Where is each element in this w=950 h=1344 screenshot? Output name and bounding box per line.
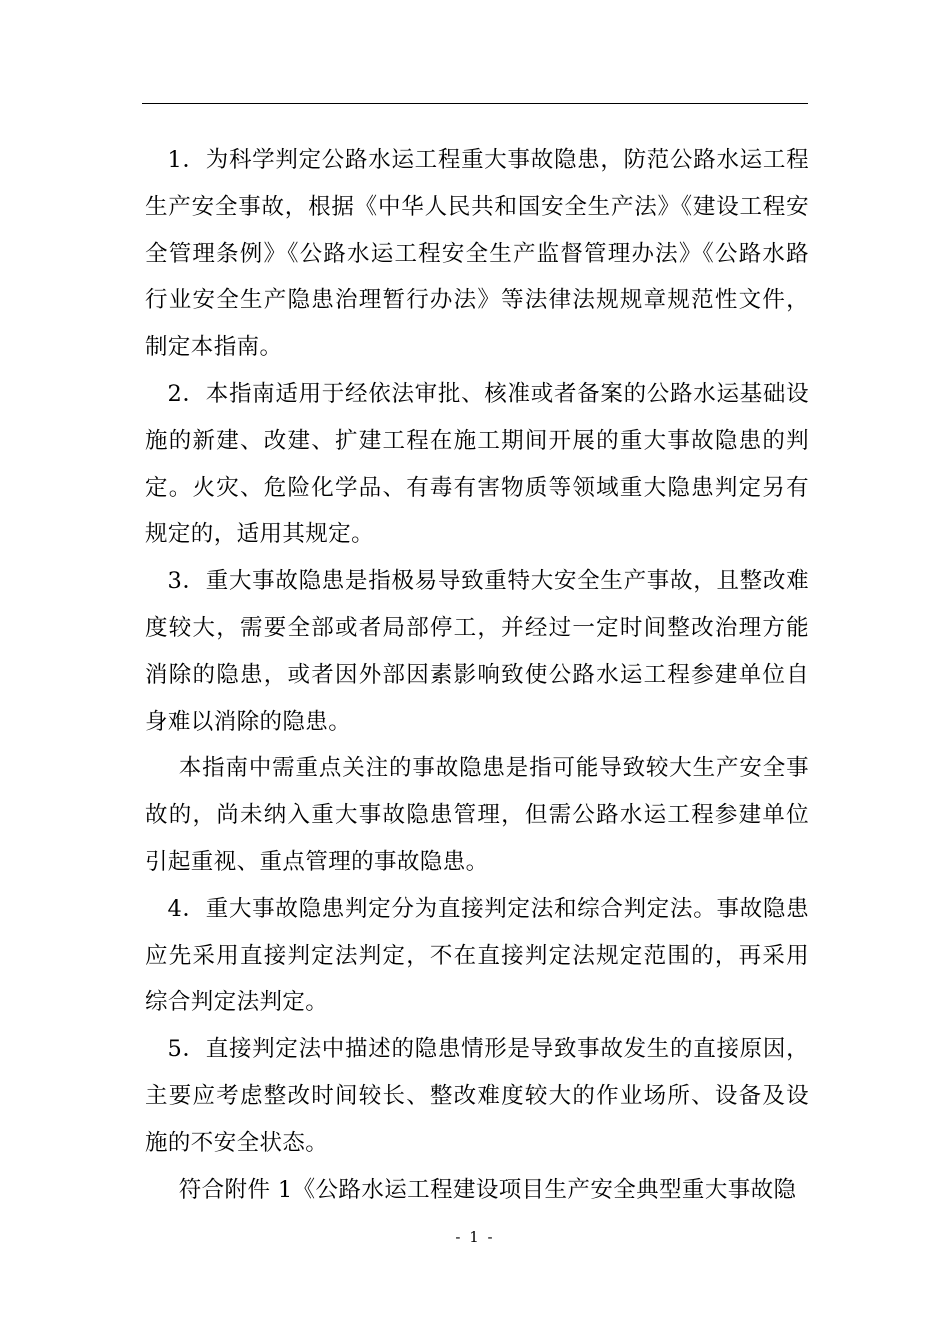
- paragraph-5: 5．直接判定法中描述的隐患情形是导致事故发生的直接原因，主要应考虑整改时间较长、整改难度较大的作业场所、设备及设施的不安全状态。: [145, 1036, 809, 1156]
- paragraph-focus-hazards: 本指南中需重点关注的事故隐患是指可能导致较大生产安全事故的，尚未纳入重大事故隐患管理，但需公路水运工程参建单位引起重视、重点管理的事故隐患。: [145, 755, 809, 875]
- paragraph-1: 1．为科学判定公路水运工程重大事故隐患，防范公路水运工程生产安全事故，根据《中华人民共和国安全生产法》《建设工程安全管理条例》《公路水运工程安全生产监督管理办法》《公路水路行业安全生产隐患治理暂行办法》等法律法规规章规范性文件，制定本指南。: [145, 147, 809, 361]
- header-rule: [142, 103, 808, 104]
- document-body: [145, 137, 809, 1213]
- paragraph-annex-reference: 符合附件 1《公路水运工程建设项目生产安全典型重大事故隐: [178, 1176, 797, 1203]
- paragraph-2: 2．本指南适用于经依法审批、核准或者备案的公路水运基础设施的新建、改建、扩建工程在施工期间开展的重大事故隐患的判定。火灾、危险化学品、有毒有害物质等领域重大隐患判定另有规定的，适用其规定。: [145, 380, 809, 548]
- page-number: - 1 -: [455, 1228, 495, 1246]
- paragraph-4: 4．重大事故隐患判定分为直接判定法和综合判定法。事故隐患应先采用直接判定法判定，不在直接判定法规定范围的，再采用综合判定法判定。: [145, 895, 809, 1016]
- paragraph-3: 3．重大事故隐患是指极易导致重特大安全生产事故，且整改难度较大，需要全部或者局部停工，并经过一定时间整改治理方能消除的隐患，或者因外部因素影响致使公路水运工程参建单位自身难以消除的隐患。: [145, 568, 809, 735]
